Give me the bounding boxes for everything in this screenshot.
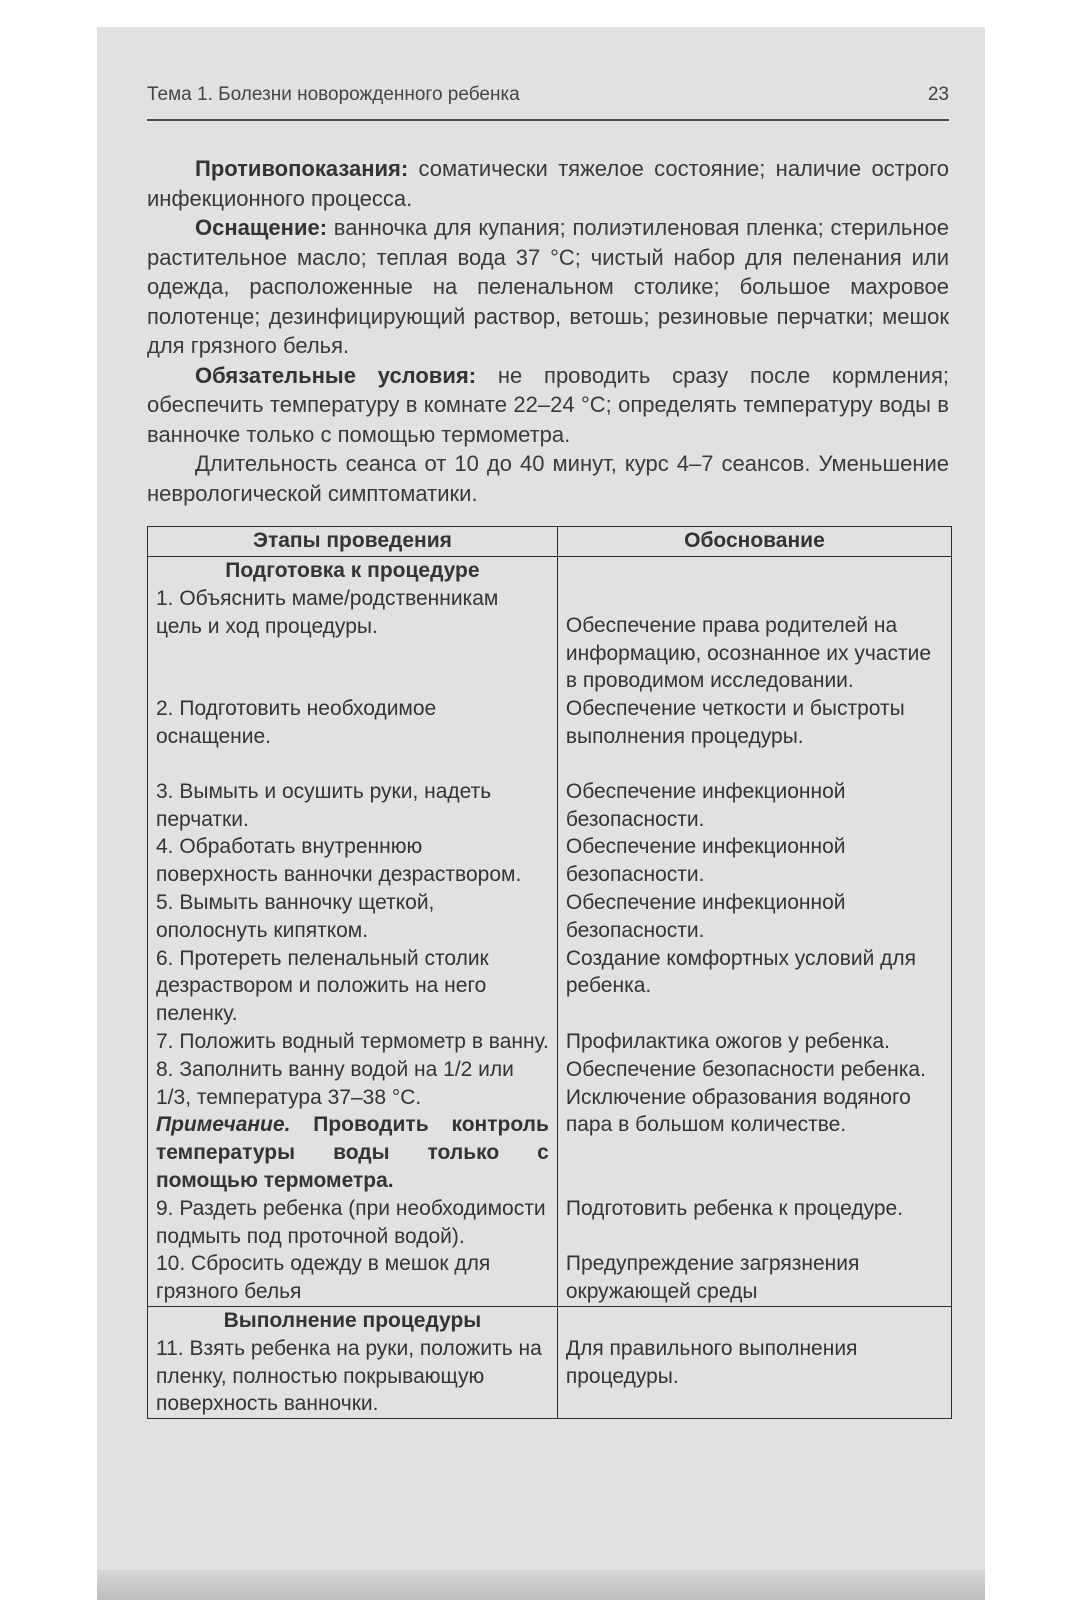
reason-cell: Обеспечение инфекционной безопасности.	[557, 889, 951, 945]
paragraph-text: Длительность сеанса от 10 до 40 минут, курс 4–7 сеансов. Уменьшение неврологической симптоматики.	[147, 451, 949, 506]
section-row-preparation	[148, 557, 952, 585]
reason-cell: Профилактика ожогов у ребенка.	[557, 1028, 951, 1056]
table-row	[148, 1056, 952, 1195]
paragraph-conditions	[147, 361, 949, 450]
step-cell: 5. Вымыть ванночку щеткой, ополоснуть кипятком.	[148, 889, 558, 945]
reason-cell: Обеспечение права родителей на информацию, осознанное их участие в проводимом исследовании.	[557, 585, 951, 695]
table-row	[148, 1250, 952, 1306]
section-title: Выполнение процедуры	[148, 1306, 558, 1334]
column-header-rationale: Обоснование	[557, 527, 951, 557]
table-row	[148, 1335, 952, 1419]
paragraph-label: Противопоказания:	[195, 156, 409, 181]
table-row	[148, 695, 952, 778]
reason-cell: Подготовить ребенка к процедуре.	[557, 1195, 951, 1251]
step-cell: 10. Сбросить одежду в мешок для грязного белья	[148, 1250, 558, 1306]
table-row	[148, 585, 952, 695]
page-number: 23	[927, 84, 949, 105]
header-rule	[147, 119, 949, 121]
reason-cell: Для правильного выполнения процедуры.	[557, 1335, 951, 1419]
body-text	[147, 154, 949, 508]
reason-cell: Обеспечение четкости и быстроты выполнения процедуры.	[557, 695, 951, 778]
step-note	[156, 1111, 549, 1194]
paragraph-text: ванночка для купания; полиэтиленовая пленка; стерильное растительное масло; теплая вода 37 °С; чистый набор для пеленания или одежда, расположенные на пеленальном столике; большое махровое полотенце; дезинфицирующий раствор, ветошь; резиновые перчатки; мешок для грязного белья.	[147, 215, 949, 358]
procedure-table	[147, 526, 952, 1419]
reason-cell: Обеспечение инфекционной безопасности.	[557, 833, 951, 889]
step-cell: 3. Вымыть и осушить руки, надеть перчатки.	[148, 778, 558, 834]
table-row	[148, 1028, 952, 1056]
paragraph-contraindications	[147, 154, 949, 213]
step-text: 8. Заполнить ванну водой на 1/2 или 1/3, температура 37–38 °С.	[156, 1057, 514, 1109]
paragraph-text: не проводить сразу после кормления; обеспечить температуру в комнате 22–24 °С; определять температуру воды в ванночке только с помощью термометра.	[147, 362, 949, 447]
table-row	[148, 778, 952, 834]
running-title: Тема 1. Болезни новорожденного ребенка	[147, 84, 520, 105]
column-header-steps: Этапы проведения	[148, 527, 558, 557]
step-cell: 6. Протереть пеленальный столик дезраствором и положить на него пеленку.	[148, 945, 558, 1028]
step-cell-with-note	[148, 1056, 558, 1195]
paragraph-label: Обязательные условия:	[195, 362, 477, 388]
table-header-row	[148, 527, 952, 557]
scan-bottom-edge	[97, 1570, 985, 1600]
reason-cell: Предупреждение загрязнения окружающей среды	[557, 1250, 951, 1306]
note-text: Проводить контроль температуры воды только с помощью термометра.	[156, 1113, 549, 1192]
paragraph-label: Оснащение:	[195, 215, 328, 240]
table-row	[148, 1195, 952, 1251]
step-cell: 7. Положить водный термометр в ванну.	[148, 1028, 558, 1056]
step-cell: 1. Объяснить маме/родственникам цель и ход процедуры.	[148, 585, 558, 695]
step-cell: 9. Раздеть ребенка (при необходимости подмыть под проточной водой).	[148, 1195, 558, 1251]
reason-cell: Создание комфортных условий для ребенка.	[557, 945, 951, 1028]
step-cell: 2. Подготовить необходимое оснащение.	[148, 695, 558, 778]
section-row-execution	[148, 1306, 952, 1334]
reason-cell: Обеспечение инфекционной безопасности.	[557, 778, 951, 834]
paragraph-equipment	[147, 213, 949, 361]
section-title: Подготовка к процедуре	[148, 557, 558, 585]
reason-cell: Обеспечение безопасности ребенка. Исключение образования водяного пара в большом количестве.	[557, 1056, 951, 1195]
paragraph-text: соматически тяжелое состояние; наличие острого инфекционного процесса.	[147, 156, 949, 211]
paragraph-duration	[147, 449, 949, 508]
note-label: Примечание.	[156, 1113, 291, 1137]
step-cell: 4. Обработать внутреннюю поверхность ванночки дезраствором.	[148, 833, 558, 889]
table-row	[148, 889, 952, 945]
table-row	[148, 945, 952, 1028]
step-cell: 11. Взять ребенка на руки, положить на пленку, полностью покрывающую поверхность ванночки.	[148, 1335, 558, 1419]
table-row	[148, 833, 952, 889]
